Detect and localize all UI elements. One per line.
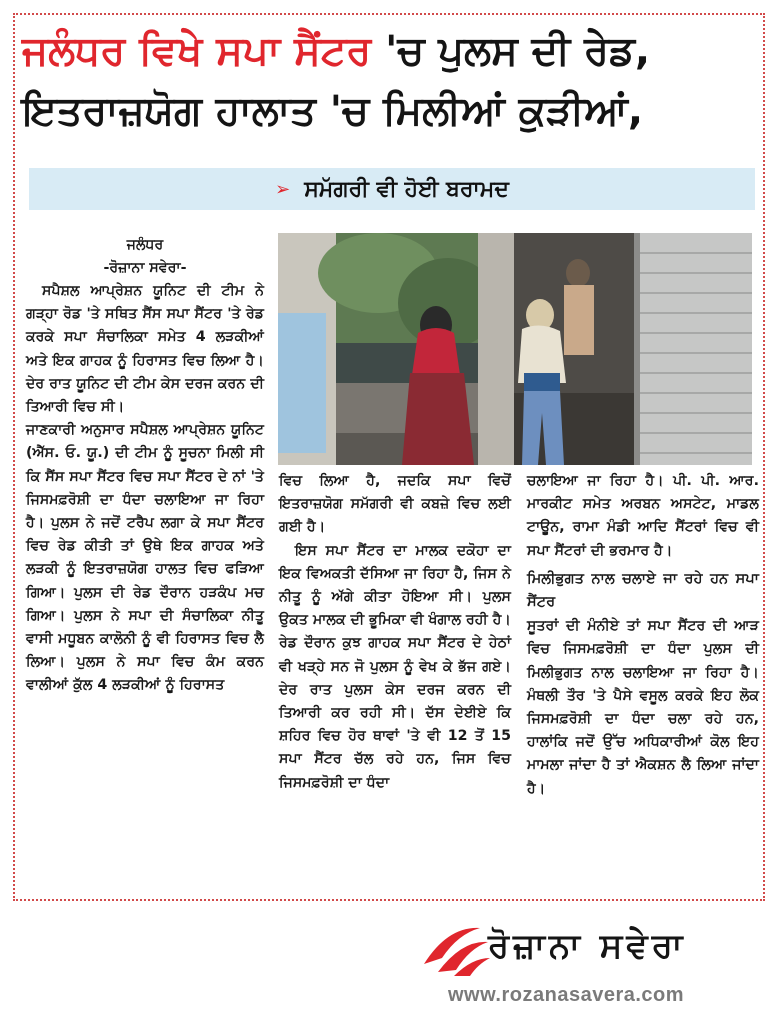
arrow-icon: ➢ [275,178,291,200]
article-column-1 [26,234,264,698]
article-subheading: ਮਿਲੀਭੁਗਤ ਨਾਲ ਚਲਾਏ ਜਾ ਰਹੇ ਹਨ ਸਪਾ ਸੈਂਟਰ [527,569,759,611]
headline-black-part: 'ਚ ਪੁਲਸ ਦੀ ਰੇਡ, [371,28,651,74]
article-paragraph: ਚਲਾਇਆ ਜਾ ਰਿਹਾ ਹੈ। ਪੀ. ਪੀ. ਆਰ. ਮਾਰਕੀਟ ਸਮੇਤ ਅਰਬਨ ਅਸਟੇਟ, ਮਾਡਲ ਟਾਊਨ, ਰਾਮਾ ਮੰਡੀ ਆਦਿ ਸੈਂਟਰਾਂ ਵਿਚ ਵੀ ਸਪਾ ਸੈਂਟਰਾਂ ਦੀ ਭਰਮਾਰ ਹੈ। [527,473,759,559]
website-url: www.rozanasavera.com [448,984,685,1006]
subheadline-bar [29,168,755,210]
article-paragraph: ਸੂਤਰਾਂ ਦੀ ਮੰਨੀਏ ਤਾਂ ਸਪਾ ਸੈਂਟਰ ਦੀ ਆੜ ਵਿਚ ਜਿਸਮਫ਼ਰੋਸ਼ੀ ਦਾ ਧੰਦਾ ਪੁਲਸ ਦੀ ਮਿਲੀਭੁਗਤ ਨਾਲ ਚਲਾਇਆ ਜਾ ਰਿਹਾ ਹੈ। ਮੰਥਲੀ ਤੌਰ 'ਤੇ ਪੈਸੇ ਵਸੂਲ ਕਰਕੇ ਇਹ ਲੋਕ ਜਿਸਮਫ਼ਰੋਸ਼ੀ ਦਾ ਧੰਦਾ ਚਲਾ ਰਹੇ ਹਨ, ਹਾਲਾਂਕਿ ਜਦੋਂ ਉੱਚ ਅਧਿਕਾਰੀਆਂ ਕੋਲ ਇਹ ਮਾਮਲਾ ਜਾਂਦਾ ਹੈ ਤਾਂ ਐਕਸ਼ਨ ਲੈ ਲਿਆ ਜਾਂਦਾ ਹੈ। [527,618,759,797]
headline-line-1 [22,28,762,74]
article-paragraph: ਜਾਣਕਾਰੀ ਅਨੁਸਾਰ ਸਪੈਸ਼ਲ ਆਪ੍ਰੇਸ਼ਨ ਯੂਨਿਟ (ਐੱਸ. ਓ. ਯੂ.) ਦੀ ਟੀਮ ਨੂੰ ਸੂਚਨਾ ਮਿਲੀ ਸੀ ਕਿ ਸੈਂਸ ਸਪਾ ਸੈਂਟਰ ਵਿਚ ਸਪਾ ਸੈਂਟਰ ਦੇ ਨਾਂ 'ਤੇ ਜਿਸਮਫ਼ਰੋਸ਼ੀ ਦਾ ਧੰਦਾ ਚਲਾਇਆ ਜਾ ਰਿਹਾ ਹੈ। ਪੁਲਸ ਨੇ ਜਦੋਂ ਟਰੈਪ ਲਗਾ ਕੇ ਸਪਾ ਸੈਂਟਰ ਵਿਚ ਰੇਡ ਕੀਤੀ ਤਾਂ ਉਥੇ ਇਕ ਗਾਹਕ ਅਤੇ ਲੜਕੀ ਨੂੰ ਇਤਰਾਜ਼ਯੋਗ ਹਾਲਤ ਵਿਚ ਫੜਿਆ ਗਿਆ। ਪੁਲਸ ਦੀ ਰੇਡ ਦੌਰਾਨ ਹੜਕੰਪ ਮਚ ਗਿਆ। ਪੁਲਸ ਨੇ ਸਪਾ ਦੀ ਸੰਚਾਲਿਕਾ ਨੀਤੂ ਵਾਸੀ ਮਧੂਬਨ ਕਾਲੋਨੀ ਨੂੰ ਵੀ ਹਿਰਾਸਤ ਵਿਚ ਲੈ ਲਿਆ। ਪੁਲਸ ਨੇ ਸਪਾ ਵਿਚ ਕੰਮ ਕਰਨ ਵਾਲੀਆਂ ਕੁੱਲ 4 ਲੜਕੀਆਂ ਨੂੰ ਹਿਰਾਸਤ [26,422,264,694]
article-paragraph: ਵਿਚ ਲਿਆ ਹੈ, ਜਦਕਿ ਸਪਾ ਵਿਚੋਂ ਇਤਰਾਜ਼ਯੋਗ ਸਮੱਗਰੀ ਵੀ ਕਬਜ਼ੇ ਵਿਚ ਲਈ ਗਈ ਹੈ। [279,473,511,536]
news-photo [278,233,752,465]
logo-text: ਰੋਜ਼ਾਨਾ ਸਵੇਰਾ [488,926,687,966]
article-place: ਜਲੰਧਰ [126,237,164,253]
article-column-2 [279,470,511,795]
headline-line-2: ਇਤਰਾਜ਼ਯੋਗ ਹਾਲਾਤ 'ਚ ਮਿਲੀਆਂ ਕੁੜੀਆਂ, [22,88,644,134]
news-photo-illustration [278,233,752,465]
article-paragraph: ਇਸ ਸਪਾ ਸੈਂਟਰ ਦਾ ਮਾਲਕ ਦਕੋਹਾ ਦਾ ਇਕ ਵਿਅਕਤੀ ਦੱਸਿਆ ਜਾ ਰਿਹਾ ਹੈ, ਜਿਸ ਨੇ ਨੀਤੂ ਨੂੰ ਅੱਗੇ ਕੀਤਾ ਹੋਇਆ ਸੀ। ਪੁਲਸ ਉਕਤ ਮਾਲਕ ਦੀ ਭੂਮਿਕਾ ਵੀ ਖੰਗਾਲ ਰਹੀ ਹੈ। ਰੇਡ ਦੌਰਾਨ ਕੁਝ ਗਾਹਕ ਸਪਾ ਸੈਂਟਰ ਦੇ ਹੇਠਾਂ ਵੀ ਖੜ੍ਹੇ ਸਨ ਜੋ ਪੁਲਸ ਨੂੰ ਵੇਖ ਕੇ ਭੱਜ ਗਏ। ਦੇਰ ਰਾਤ ਪੁਲਸ ਕੇਸ ਦਰਜ ਕਰਨ ਦੀ ਤਿਆਰੀ ਕਰ ਰਹੀ ਸੀ। ਦੱਸ ਦੇਈਏ ਕਿ ਸ਼ਹਿਰ ਵਿਚ ਹੋਰ ਥਾਵਾਂ 'ਤੇ ਵੀ 12 ਤੋਂ 15 ਸਪਾ ਸੈਂਟਰ ਚੱਲ ਰਹੇ ਹਨ, ਜਿਸ ਵਿਚ ਜਿਸਮਫ਼ਰੋਸ਼ੀ ਦਾ ਧੰਦਾ [279,542,511,791]
headline-red-part: ਜਲੰਧਰ ਵਿਖੇ ਸਪਾ ਸੈਂਟਰ [22,28,372,74]
article-source: -ਰੋਜ਼ਾਨਾ ਸਵੇਰਾ- [103,260,187,276]
article-paragraph: ਸਪੈਸ਼ਲ ਆਪ੍ਰੇਸ਼ਨ ਯੂਨਿਟ ਦੀ ਟੀਮ ਨੇ ਗੜ੍ਹਾ ਰੋਡ 'ਤੇ ਸਥਿਤ ਸੈਂਸ ਸਪਾ ਸੈਂਟਰ 'ਤੇ ਰੇਡ ਕਰਕੇ ਸਪਾ ਸੰਚਾਲਿਕਾ ਸਮੇਤ 4 ਲੜਕੀਆਂ ਅਤੇ ਇਕ ਗਾਹਕ ਨੂੰ ਹਿਰਾਸਤ ਵਿਚ ਲਿਆ ਹੈ। ਦੇਰ ਰਾਤ ਯੂਨਿਟ ਦੀ ਟੀਮ ਕੇਸ ਦਰਜ ਕਰਨ ਦੀ ਤਿਆਰੀ ਵਿਚ ਸੀ। [26,283,264,416]
subheadline-text: ਸਮੱਗਰੀ ਵੀ ਹੋਈ ਬਰਾਮਦ [304,176,509,202]
article-column-3 [527,470,759,801]
